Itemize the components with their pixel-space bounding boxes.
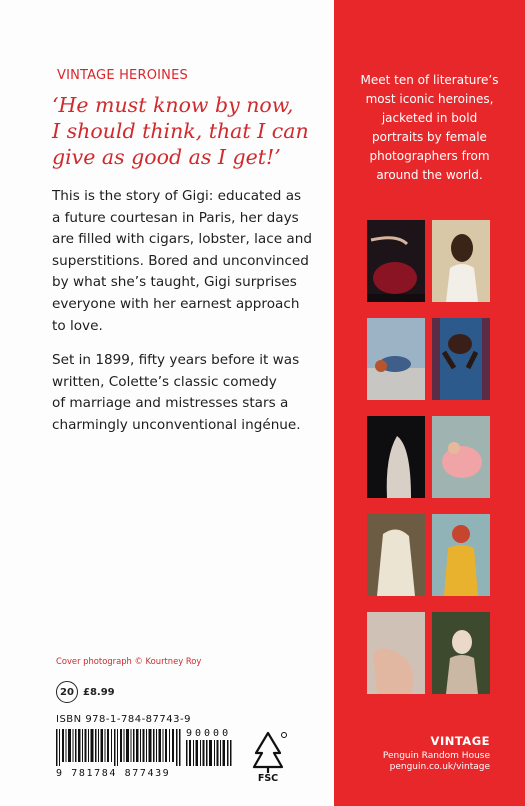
barcode-digits: 9 781784 877439 bbox=[56, 768, 171, 779]
quote-line: ‘He must know by now, bbox=[52, 93, 294, 117]
blurb-line: This is the story of Gigi: educated as bbox=[52, 188, 302, 204]
barcode-image bbox=[56, 729, 181, 766]
cover-photo-credit: Cover photograph © Kourtney Roy bbox=[56, 656, 202, 666]
series-cover-thumbnail bbox=[432, 416, 490, 498]
series-cover-thumbnail bbox=[367, 318, 425, 400]
series-cover-thumbnail bbox=[367, 220, 425, 302]
series-cover-thumbnail bbox=[367, 612, 425, 694]
publisher-url[interactable]: penguin.co.uk/vintage bbox=[389, 762, 490, 772]
fsc-label: FSC bbox=[257, 773, 279, 784]
tagline-line: Meet ten of literature’s bbox=[360, 73, 499, 87]
blurb-paragraph-1 bbox=[52, 186, 322, 337]
series-cover-thumbnail bbox=[367, 514, 425, 596]
series-cover-thumbnail bbox=[432, 220, 490, 302]
series-cover-thumbnail bbox=[432, 514, 490, 596]
series-cover-thumbnail bbox=[432, 612, 490, 694]
quote-line: give as good as I get!’ bbox=[52, 145, 281, 169]
tagline-line: around the world. bbox=[376, 168, 483, 182]
tagline-line: portraits by female bbox=[372, 130, 487, 144]
blurb-line: of marriage and mistresses stars a bbox=[52, 395, 289, 412]
blurb-line: charmingly unconventional ingénue. bbox=[52, 416, 301, 433]
series-cover-thumbnail bbox=[367, 416, 425, 498]
tagline-line: photographers from bbox=[369, 149, 490, 163]
blurb-line: Set in 1899, fifty years before it was bbox=[52, 352, 300, 368]
barcode-addon-digits: 90000 bbox=[186, 728, 232, 739]
series-cover-thumbnail bbox=[432, 318, 490, 400]
blurb-line: written, Colette’s classic comedy bbox=[52, 373, 277, 390]
price-label: £8.99 bbox=[83, 686, 115, 698]
series-tagline bbox=[334, 71, 525, 185]
blurb-line: superstitions. Bored and unconvinced bbox=[52, 252, 309, 269]
tagline-line: jacketed in bold bbox=[381, 111, 478, 125]
blurb-line: a future courtesan in Paris, her days bbox=[52, 209, 299, 226]
quote-line: I should think, that I can bbox=[52, 119, 309, 143]
price-block bbox=[56, 681, 115, 703]
blurb-paragraph-2 bbox=[52, 350, 322, 436]
pull-quote bbox=[52, 92, 322, 170]
blurb-line: to love. bbox=[52, 317, 103, 334]
isbn-label: ISBN 978-1-784-87743-9 bbox=[56, 714, 191, 725]
barcode-addon-image bbox=[186, 740, 232, 766]
tagline-line: most iconic heroines, bbox=[365, 92, 494, 106]
series-label: VINTAGE HEROINES bbox=[57, 68, 188, 83]
blurb-line: everyone with her earnest approach bbox=[52, 295, 300, 312]
blurb-line: are filled with cigars, lobster, lace and bbox=[52, 231, 312, 248]
age-rating-badge: 20 bbox=[56, 681, 78, 703]
blurb-line: by what she’s taught, Gigi surprises bbox=[52, 274, 297, 291]
publisher-group: Penguin Random House bbox=[382, 751, 490, 761]
publisher-name: VINTAGE bbox=[430, 734, 490, 748]
publisher-block bbox=[382, 734, 490, 772]
